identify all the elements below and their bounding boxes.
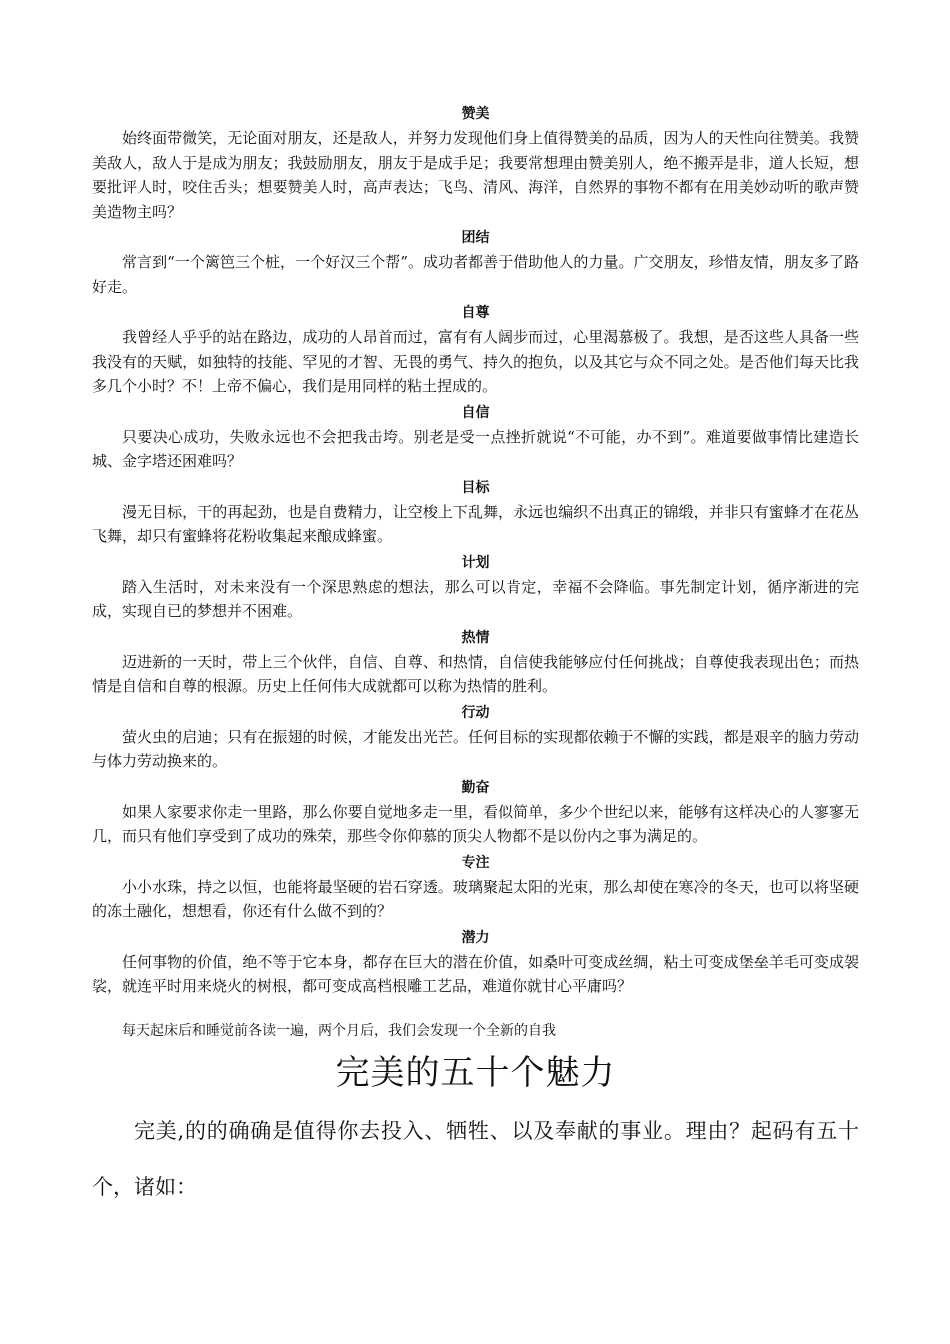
section-title: 专注 bbox=[461, 854, 490, 871]
section-title: 行动 bbox=[461, 704, 490, 721]
section-body: 只要决心成功，失败永远也不会把我击垮。别老是受一点挫折就说“不可能，办不到”。难道要做事情比建造长城、金字塔还困难吗？ bbox=[92, 427, 859, 470]
section-confidence bbox=[92, 399, 859, 474]
section-self-respect bbox=[92, 299, 859, 399]
section-body: 萤火虫的启迪；只有在振翅的时候，才能发出光芒。任何目标的实现都依赖于不懈的实践，都是艰辛的脑力劳动与体力劳动换来的。 bbox=[92, 727, 859, 770]
section-title: 自尊 bbox=[461, 305, 490, 321]
section-diligence bbox=[92, 774, 859, 849]
section-title: 赞美 bbox=[461, 106, 490, 122]
section-title: 勤奋 bbox=[461, 779, 490, 796]
section-unity bbox=[92, 224, 859, 299]
section-title: 计划 bbox=[461, 554, 490, 571]
section-title: 自信 bbox=[461, 404, 490, 421]
section-body: 任何事物的价值，绝不等于它本身，都存在巨大的潜在价值，如桑叶可变成丝绸，粘土可变成堡垒羊毛可变成袈裟，就连平时用来烧火的树根，都可变成高档根雕工艺品，难道你就甘心平庸吗？ bbox=[92, 952, 859, 995]
section-title: 团结 bbox=[461, 230, 490, 246]
page-title: 完美的五十个魅力 bbox=[335, 1052, 616, 1093]
section-title: 热情 bbox=[461, 629, 490, 646]
section-potential bbox=[92, 924, 859, 999]
section-body: 常言到“一个篱笆三个桩，一个好汉三个帮”。成功者都善于借助他人的力量。广交朋友，珍惜友情，朋友多了路好走。 bbox=[92, 253, 859, 296]
section-enthusiasm bbox=[92, 624, 859, 699]
section-title: 目标 bbox=[461, 479, 490, 496]
section-action bbox=[92, 699, 859, 774]
document-page bbox=[92, 100, 859, 1236]
closing-note: 每天起床后和睡觉前各读一遍，两个月后，我们会发现一个全新的自我 bbox=[122, 1022, 556, 1039]
section-praise bbox=[92, 100, 859, 224]
section-body: 始终面带微笑，无论面对朋友，还是敌人，并努力发现他们身上值得赞美的品质，因为人的天性向往赞美。我赞美敌人，敌人于是成为朋友；我鼓励朋友，朋友于是成手足；我要常想理由赞美别人，绝不搬弄是非，道人长短，想要批评人时，咬住舌头；想要赞美人时，高声表达；飞鸟、清风、海洋，自然界的事物不都有在用美妙动听的歌声赞美造物主吗？ bbox=[92, 129, 859, 221]
section-title: 潜力 bbox=[461, 929, 490, 946]
intro-paragraph: 完美,的的确确是值得你去投入、牺牲、以及奉献的事业。理由？起码有五十个，诸如： bbox=[92, 1118, 859, 1199]
section-plan bbox=[92, 549, 859, 624]
section-body: 小小水珠，持之以恒，也能将最坚硬的岩石穿透。玻璃聚起太阳的光束，那么却使在寒冷的冬天，也可以将坚硬的冻土融化，想想看，你还有什么做不到的？ bbox=[92, 877, 859, 920]
section-body: 迈进新的一天时，带上三个伙伴，自信、自尊、和热情，自信使我能够应付任何挑战；自尊使我表现出色；而热情是自信和自尊的根源。历史上任何伟大成就都可以称为热情的胜利。 bbox=[92, 652, 859, 695]
section-body: 漫无目标，干的再起劲，也是自费精力，让空梭上下乱舞，永远也编织不出真正的锦缎，并非只有蜜蜂才在花丛飞舞，却只有蜜蜂将花粉收集起来酿成蜂蜜。 bbox=[92, 502, 859, 545]
section-body: 踏入生活时，对未来没有一个深思熟虑的想法，那么可以肯定，幸福不会降临。事先制定计划，循序渐进的完成，实现自已的梦想并不困难。 bbox=[92, 577, 859, 620]
section-focus bbox=[92, 849, 859, 924]
section-goal bbox=[92, 474, 859, 549]
section-body: 如果人家要求你走一里路，那么你要自觉地多走一里，看似简单，多少个世纪以来，能够有这样决心的人寥寥无几，而只有他们享受到了成功的殊荣，那些令你仰慕的顶尖人物都不是以份内之事为满足的。 bbox=[92, 802, 859, 845]
section-body: 我曾经人乎乎的站在路边，成功的人昂首而过，富有有人阔步而过，心里渴慕极了。我想，是否这些人具备一些我没有的天赋，如独特的技能、罕见的才智、无畏的勇气、持久的抱负，以及其它与众不同之处。是否他们每天比我多几个小时？不！上帝不偏心，我们是用同样的粘土捏成的。 bbox=[92, 328, 859, 395]
